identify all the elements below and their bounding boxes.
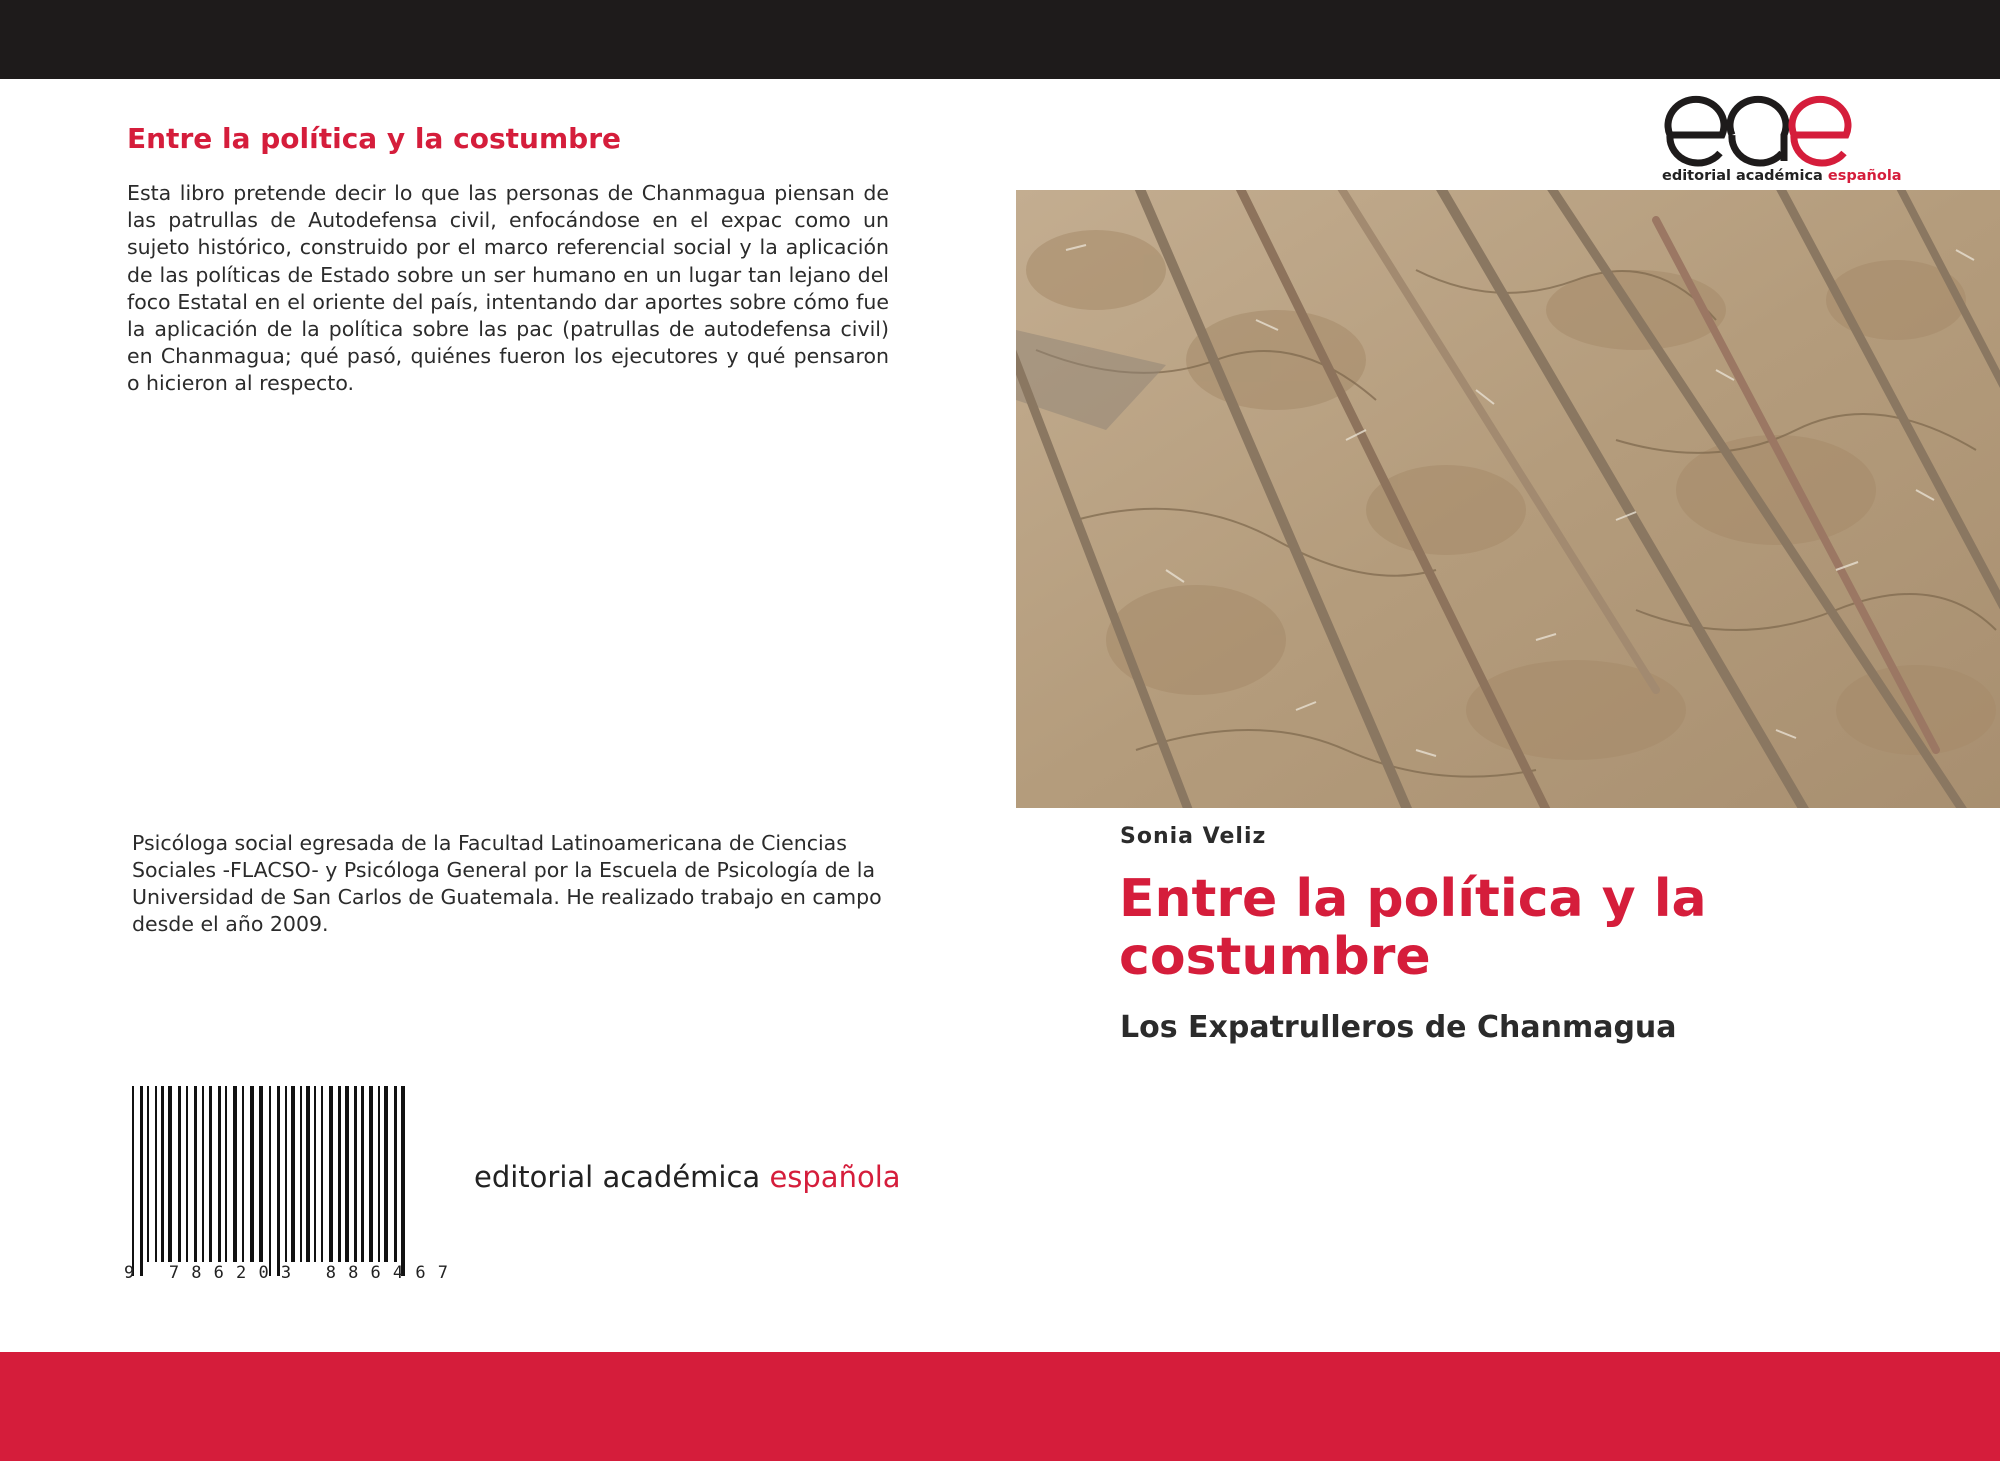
- barcode-bar: [306, 1086, 310, 1262]
- barcode-bar: [361, 1086, 364, 1262]
- isbn-barcode: [124, 1086, 462, 1281]
- cover-photo-mud-wall: [1016, 190, 2000, 808]
- barcode-bar: [233, 1086, 237, 1262]
- barcode-bar: [354, 1086, 357, 1262]
- barcode-bar: [291, 1086, 295, 1262]
- barcode-bar: [194, 1086, 197, 1262]
- publisher-name-accent: española: [769, 1160, 901, 1194]
- front-cover-author: Sonia Veliz: [1120, 824, 1267, 849]
- mud-wall-illustration: [1016, 190, 2000, 808]
- barcode-bar: [321, 1086, 323, 1262]
- barcode-bar: [147, 1086, 149, 1262]
- barcode-bar: [242, 1086, 244, 1262]
- front-cover-subtitle: Los Expatrulleros de Chanmagua: [1120, 1010, 1677, 1045]
- logo-caption-main: editorial académica: [1662, 168, 1823, 184]
- barcode-bar: [314, 1086, 316, 1262]
- barcode-bar: [161, 1086, 164, 1262]
- barcode-bar: [394, 1086, 397, 1262]
- barcode-bar: [140, 1086, 143, 1276]
- barcode-bar: [384, 1086, 388, 1262]
- barcode-bar: [259, 1086, 263, 1262]
- logo-caption-accent: española: [1827, 168, 1902, 184]
- barcode-bar: [269, 1086, 271, 1276]
- barcode-bar: [250, 1086, 254, 1262]
- publisher-imprint: [474, 1160, 901, 1194]
- barcode-bar: [369, 1086, 373, 1262]
- barcode-bar: [329, 1086, 333, 1262]
- back-cover-blurb: Esta libro pretende decir lo que las personas de Chanmagua piensan de las patrullas de Autodefensa civil, enfocándose en el expac como un sujeto histórico, construido por el marco referencial social y la aplicación de las políticas de Estado sobre un ser humano en un lugar tan lejano del foco Estatal en el oriente del país, intentando dar aportes sobre cómo fue la aplicación de la política sobre las pac (patrullas de autodefensa civil) en Chanmagua; qué pasó, quiénes fueron los ejecutores y qué pensaron o hicieron al respecto.: [127, 181, 889, 396]
- barcode-bar: [218, 1086, 221, 1262]
- publisher-name-main: editorial académica: [474, 1160, 761, 1194]
- barcode-bar: [225, 1086, 227, 1262]
- barcode-bar: [338, 1086, 341, 1262]
- barcode-bar: [209, 1086, 212, 1262]
- barcode-bar: [277, 1086, 280, 1276]
- author-bio: Psicóloga social egresada de la Facultad Latinoamericana de Ciencias Sociales -FLACSO- y Psicóloga General por la Escuela de Psicología de la Universidad de San Carlos de Guatemala. He realizado trabajo en campo desde el año 2009.: [132, 831, 882, 936]
- front-cover-title: Entre la política y la costumbre: [1119, 869, 1707, 987]
- barcode-bar: [155, 1086, 157, 1262]
- barcode-bar: [168, 1086, 172, 1262]
- logo-caption: [1662, 168, 1902, 184]
- barcode-bar: [285, 1086, 287, 1262]
- barcode-bar: [345, 1086, 349, 1262]
- bottom-band: [0, 1352, 2000, 1461]
- barcode-bar: [202, 1086, 204, 1262]
- back-cover-title: Entre la política y la costumbre: [127, 122, 622, 155]
- top-band: [0, 0, 2000, 79]
- barcode-bar: [186, 1086, 188, 1262]
- barcode-bar: [300, 1086, 302, 1262]
- barcode-bars: [132, 1086, 405, 1276]
- barcode-bar: [378, 1086, 380, 1262]
- barcode-bar: [178, 1086, 181, 1262]
- barcode-bar: [132, 1086, 134, 1276]
- barcode-bar: [401, 1086, 405, 1276]
- barcode-digits: 9 786203 886467: [124, 1263, 448, 1281]
